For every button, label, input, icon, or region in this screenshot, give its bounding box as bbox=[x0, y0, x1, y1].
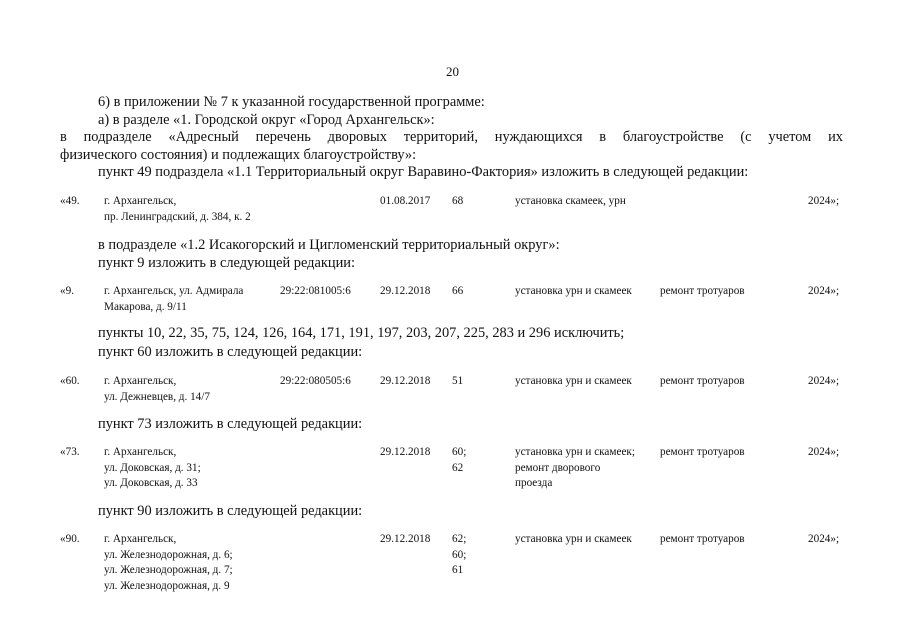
count-line: 62 bbox=[452, 461, 464, 474]
count-line: 51 bbox=[452, 375, 464, 387]
row-year: 2024»; bbox=[808, 375, 840, 387]
address-line: ул. Доковская, д. 33 bbox=[104, 477, 198, 489]
address-line: пр. Ленинградский, д. 384, к. 2 bbox=[104, 210, 251, 223]
count-line: 60; bbox=[452, 446, 467, 458]
row-extra-work: ремонт тротуаров bbox=[660, 375, 745, 387]
row-number: «73. bbox=[60, 446, 80, 458]
section-line: в подразделе «1.2 Исакогорский и Цигломенский территориальный округ»: bbox=[98, 237, 560, 253]
work-line: установка урн и скамеек bbox=[515, 375, 632, 387]
row-year: 2024»; bbox=[808, 285, 840, 297]
count-line: 61 bbox=[452, 564, 464, 576]
row-work bbox=[515, 194, 626, 210]
work-line: установка урн и скамеек; bbox=[515, 446, 635, 458]
row-extra-work: ремонт тротуаров bbox=[660, 533, 745, 545]
row-cadastre: 29:22:080505:6 bbox=[280, 375, 351, 387]
page-number: 20 bbox=[446, 64, 459, 79]
row-year: 2024»; bbox=[808, 446, 840, 458]
row-number: «49. bbox=[60, 195, 80, 207]
intro-line: пункт 49 подраздела «1.1 Территориальный округ Варавино-Фактория» изложить в следующей редакции: bbox=[98, 164, 749, 180]
row-year: 2024»; bbox=[808, 533, 840, 545]
address-line: ул. Дежневцев, д. 14/7 bbox=[104, 390, 210, 403]
row-address bbox=[104, 532, 233, 594]
row-number: «9. bbox=[60, 285, 74, 297]
work-line: установка урн и скамеек bbox=[515, 533, 632, 545]
count-line: 66 bbox=[452, 285, 464, 297]
count-line: 68 bbox=[452, 195, 464, 207]
intro-line-justified: в подразделе «Адресный перечень дворовых территорий, нуждающихся в благоустройстве (с учетом их bbox=[60, 129, 843, 145]
work-line: установка скамеек, урн bbox=[515, 195, 626, 207]
section-line: пункт 9 изложить в следующей редакции: bbox=[98, 255, 355, 271]
section-line: пункт 73 изложить в следующей редакции: bbox=[98, 416, 363, 432]
section-line: пункт 90 изложить в следующей редакции: bbox=[98, 503, 363, 519]
row-year: 2024»; bbox=[808, 195, 840, 207]
work-line: проезда bbox=[515, 477, 553, 489]
row-cadastre: 29:22:081005:6 bbox=[280, 285, 351, 297]
row-extra-work: ремонт тротуаров bbox=[660, 285, 745, 297]
section-line: пункт 60 изложить в следующей редакции: bbox=[98, 344, 363, 360]
row-address bbox=[104, 445, 201, 492]
row-work bbox=[515, 284, 632, 300]
intro-line: 6) в приложении № 7 к указанной государственной программе: bbox=[98, 94, 485, 110]
intro-line: физического состояния) и подлежащих благоустройству»: bbox=[60, 147, 417, 163]
row-count bbox=[452, 284, 463, 300]
row-work bbox=[515, 374, 632, 390]
address-line: ул. Доковская, д. 31; bbox=[104, 461, 201, 474]
count-line: 60; bbox=[452, 548, 467, 561]
work-line: ремонт дворового bbox=[515, 461, 601, 474]
address-line: г. Архангельск, bbox=[104, 533, 177, 545]
intro-line: а) в разделе «1. Городской округ «Город Архангельск»: bbox=[98, 112, 435, 128]
row-date: 29.12.2018 bbox=[380, 375, 431, 387]
row-count bbox=[452, 374, 463, 390]
row-address bbox=[104, 284, 243, 315]
work-line: установка урн и скамеек bbox=[515, 285, 632, 297]
address-line: ул. Железнодорожная, д. 9 bbox=[104, 579, 230, 592]
section-line: пункты 10, 22, 35, 75, 124, 126, 164, 171, 191, 197, 203, 207, 225, 283 и 296 исключить; bbox=[98, 325, 625, 341]
row-work bbox=[515, 445, 635, 492]
row-date: 29.12.2018 bbox=[380, 285, 431, 297]
row-count bbox=[452, 445, 466, 476]
row-number: «90. bbox=[60, 533, 80, 545]
address-line: г. Архангельск, bbox=[104, 195, 177, 207]
row-date: 29.12.2018 bbox=[380, 533, 431, 545]
row-address bbox=[104, 374, 210, 405]
row-address bbox=[104, 194, 251, 225]
row-extra-work: ремонт тротуаров bbox=[660, 446, 745, 458]
address-line: г. Архангельск, ул. Адмирала bbox=[104, 285, 244, 297]
row-count bbox=[452, 194, 463, 210]
count-line: 62; bbox=[452, 533, 467, 545]
row-count bbox=[452, 532, 466, 579]
row-date: 29.12.2018 bbox=[380, 446, 431, 458]
address-line: ул. Железнодорожная, д. 6; bbox=[104, 548, 233, 561]
row-date: 01.08.2017 bbox=[380, 195, 431, 207]
row-work bbox=[515, 532, 632, 548]
address-line: ул. Железнодорожная, д. 7; bbox=[104, 564, 233, 576]
address-line: Макарова, д. 9/11 bbox=[104, 300, 187, 313]
address-line: г. Архангельск, bbox=[104, 446, 177, 458]
row-number: «60. bbox=[60, 375, 80, 387]
address-line: г. Архангельск, bbox=[104, 375, 177, 387]
